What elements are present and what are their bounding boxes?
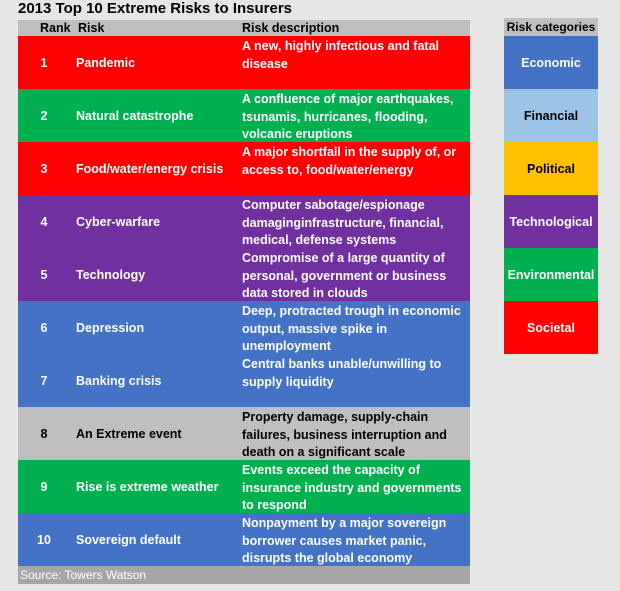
row-description: A confluence of major earthquakes, tsunamis, hurricanes, flooding, volcanic eruptions (242, 92, 454, 141)
table-row (18, 407, 470, 460)
legend-item-financial: Financial (504, 89, 598, 142)
row-risk: Cyber-warfare (76, 214, 161, 229)
source-note: Source: Towers Watson (18, 566, 470, 584)
row-description: Central banks unable/unwilling to supply liquidity (242, 357, 442, 389)
legend (504, 18, 598, 354)
row-risk: Depression (76, 320, 145, 335)
table-row (18, 195, 470, 248)
row-description: Nonpayment by a major sovereign borrower causes market panic, disrupts the global economy (242, 516, 447, 565)
row-description: Deep, protracted trough in economic output, massive spike in unemployment (242, 304, 461, 353)
legend-item-economic: Economic (504, 36, 598, 89)
legend-item-political: Political (504, 142, 598, 195)
header-risk: Risk (78, 21, 105, 35)
table-row (18, 460, 470, 513)
row-description: A major shortfall in the supply of, or access to, food/water/energy (242, 145, 457, 177)
legend-item-technological: Technological (504, 195, 598, 248)
legend-items (504, 36, 598, 354)
risk-table (18, 20, 470, 584)
row-rank: 4 (40, 214, 48, 229)
table-row (18, 354, 470, 407)
table-row (18, 142, 470, 195)
row-rank: 3 (40, 161, 48, 176)
row-rank: 9 (40, 479, 48, 494)
table-body (18, 36, 470, 566)
row-risk: Technology (76, 267, 146, 282)
row-description: Events exceed the capacity of insurance industry and governments to respond (242, 463, 462, 512)
page-title: 2013 Top 10 Extreme Risks to Insurers (18, 0, 293, 17)
row-rank: 5 (40, 267, 48, 282)
row-rank: 7 (40, 373, 48, 388)
row-rank: 8 (40, 426, 48, 441)
row-risk: Sovereign default (76, 532, 181, 547)
row-rank: 10 (37, 532, 51, 547)
row-description: A new, highly infectious and fatal disease (242, 39, 440, 71)
table-row (18, 36, 470, 89)
row-description: Computer sabotage/espionage damaginginfrastructure, financial, medical, defense systems (242, 198, 444, 247)
row-description: Property damage, supply-chain failures, business interruption and death on a significant scale (242, 410, 447, 459)
row-risk: Natural catastrophe (76, 108, 194, 123)
row-risk: An Extreme event (76, 426, 182, 441)
row-rank: 1 (40, 55, 48, 70)
legend-item-environmental: Environmental (504, 248, 598, 301)
header-description: Risk description (242, 21, 340, 35)
table-row (18, 89, 470, 142)
row-description: Compromise of a large quantity of personal, government or business data stored in clouds (242, 251, 447, 300)
table-header (18, 20, 470, 36)
row-risk: Pandemic (76, 55, 136, 70)
header-rank: Rank (40, 21, 71, 35)
row-risk: Rise is extreme weather (76, 479, 219, 494)
row-risk: Banking crisis (76, 373, 162, 388)
legend-item-societal: Societal (504, 301, 598, 354)
row-rank: 6 (40, 320, 48, 335)
table-row (18, 301, 470, 354)
row-risk: Food/water/energy crisis (76, 161, 224, 176)
table-row (18, 513, 470, 566)
row-rank: 2 (40, 108, 48, 123)
table-row (18, 248, 470, 301)
legend-title: Risk categories (504, 18, 598, 36)
